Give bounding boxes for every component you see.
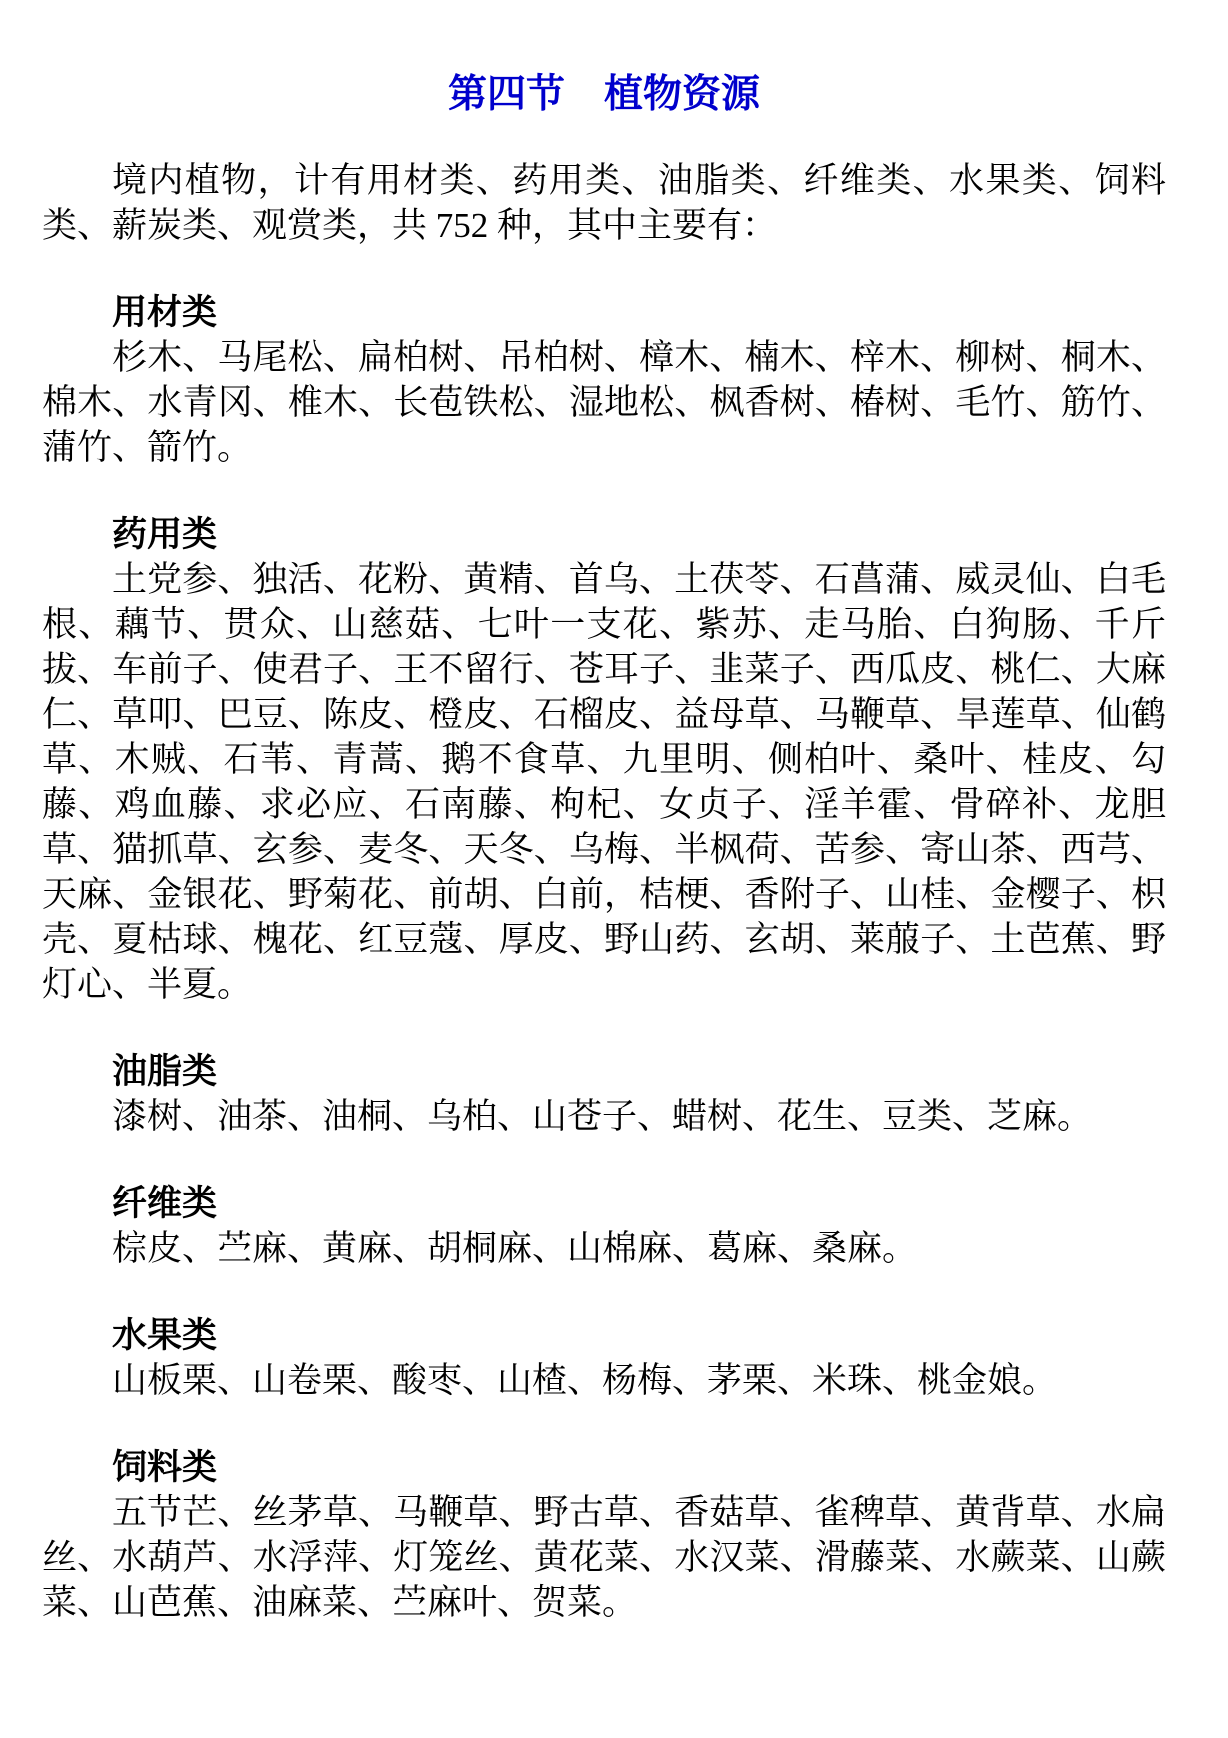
section-body: 五节芒、丝茅草、马鞭草、野古草、香菇草、雀稗草、黄背草、水扁丝、水葫芦、水浮萍、灯笼丝、黄花菜、水汉菜、滑藤菜、水蕨菜、山蕨菜、山芭蕉、油麻菜、苎麻叶、贺菜。 <box>42 1493 1166 1622</box>
section-feed <box>42 1445 1166 1625</box>
section-fiber <box>42 1181 1166 1271</box>
section-body: 杉木、马尾松、扁柏树、吊柏树、樟木、楠木、梓木、柳树、桐木、棉木、水青冈、椎木、长苞铁松、湿地松、枫香树、椿树、毛竹、筋竹、蒲竹、箭竹。 <box>42 338 1166 467</box>
section-body: 棕皮、苎麻、黄麻、胡桐麻、山棉麻、葛麻、桑麻。 <box>112 1229 918 1268</box>
section-heading: 水果类 <box>112 1316 218 1355</box>
section-oil <box>42 1049 1166 1139</box>
section-body: 土党参、独活、花粉、黄精、首乌、土茯苓、石菖蒲、威灵仙、白毛根、藕节、贯众、山慈菇、七叶一支花、紫苏、走马胎、白狗肠、千斤拔、车前子、使君子、王不留行、苍耳子、韭菜子、西瓜皮、桃仁、大麻仁、草叩、巴豆、陈皮、橙皮、石榴皮、益母草、马鞭草、旱莲草、仙鹤草、木贼、石苇、青蒿、鹅不食草、九里明、侧柏叶、桑叶、桂皮、勾藤、鸡血藤、求必应、石南藤、枸杞、女贞子、淫羊霍、骨碎补、龙胆草、猫抓草、玄参、麦冬、天冬、乌梅、半枫荷、苦参、寄山茶、西芎、天麻、金银花、野菊花、前胡、白前，桔梗、香附子、山桂、金樱子、枳壳、夏枯球、槐花、红豆蔻、厚皮、野山药、玄胡、莱菔子、土芭蕉、野灯心、半夏。 <box>42 560 1166 1004</box>
section-heading: 纤维类 <box>112 1184 218 1223</box>
section-heading: 饲料类 <box>112 1448 218 1487</box>
section-heading: 药用类 <box>112 515 218 554</box>
section-body: 漆树、油茶、油桐、乌柏、山苍子、蜡树、花生、豆类、芝麻。 <box>112 1097 1093 1136</box>
section-timber <box>42 290 1166 470</box>
section-body: 山板栗、山卷栗、酸枣、山楂、杨梅、茅栗、米珠、桃金娘。 <box>112 1361 1058 1400</box>
intro-paragraph: 境内植物，计有用材类、药用类、油脂类、纤维类、水果类、饲料类、薪炭类、观赏类，共 752 种，其中主要有： <box>42 161 1166 245</box>
section-heading: 用材类 <box>112 293 218 332</box>
section-heading: 油脂类 <box>112 1052 218 1091</box>
page-title: 第四节 植物资源 <box>447 73 760 116</box>
section-medicinal <box>42 512 1166 1007</box>
section-fruit <box>42 1313 1166 1403</box>
